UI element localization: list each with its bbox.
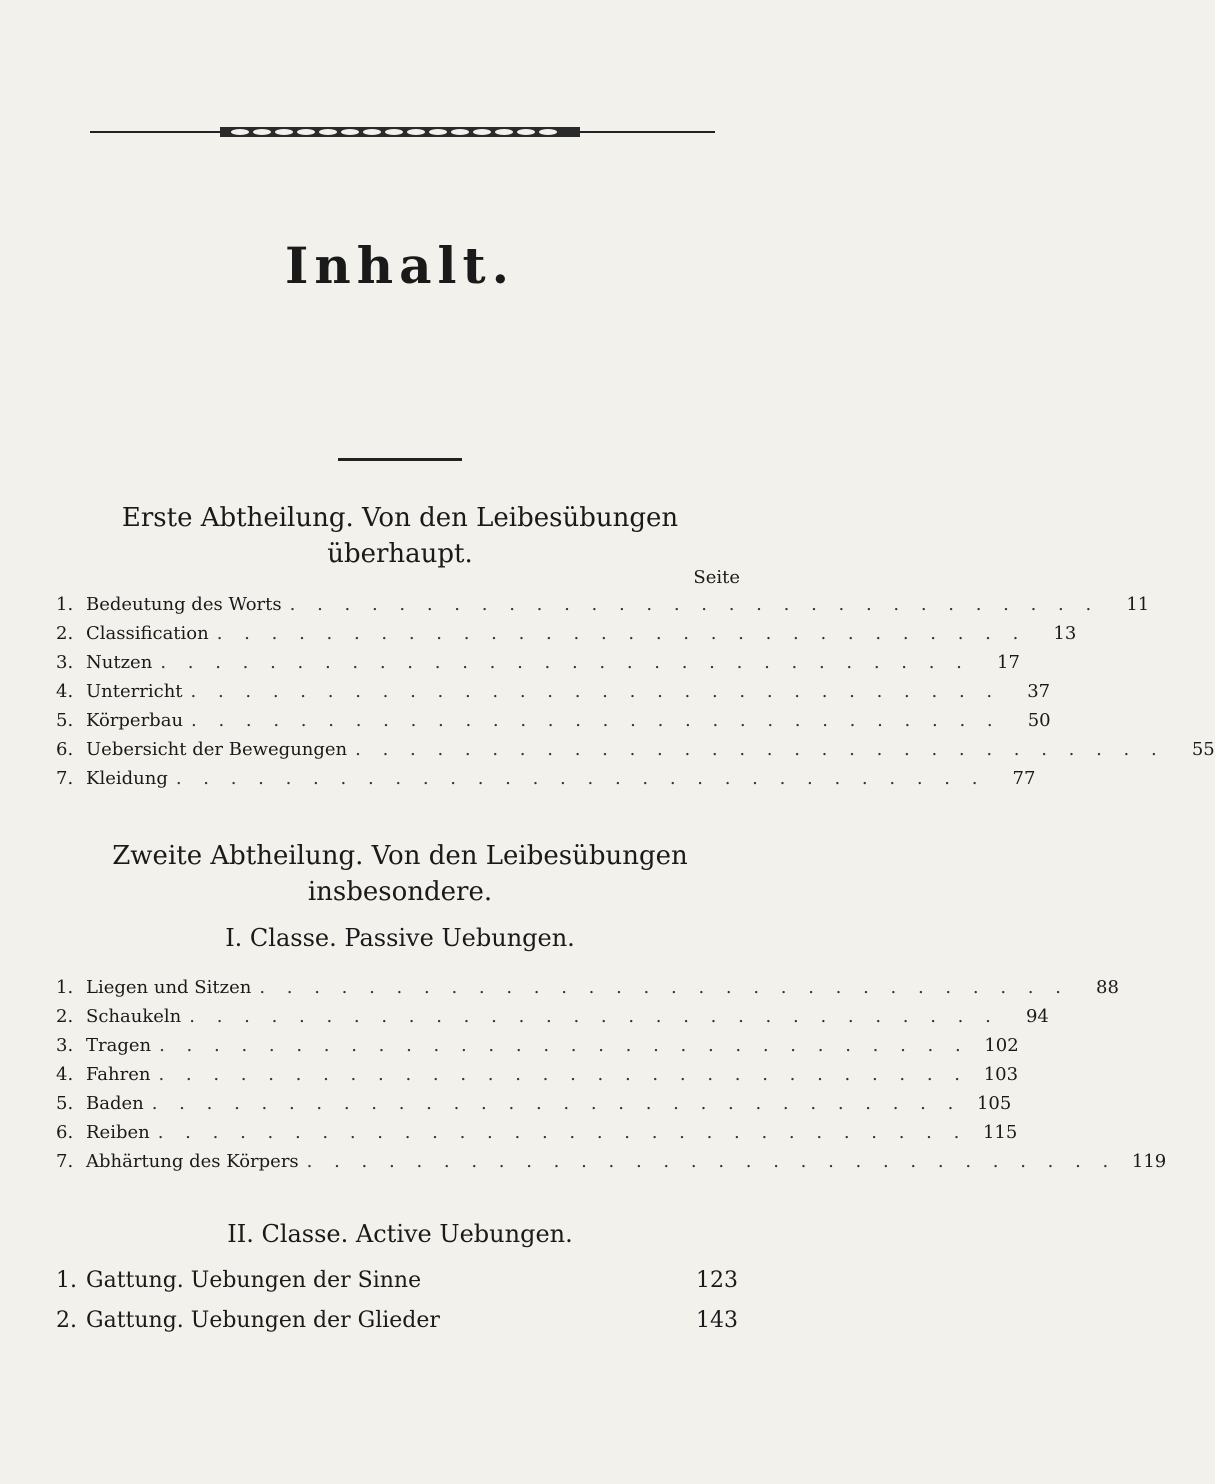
section1-heading xyxy=(0,500,800,572)
entry-number: 4. xyxy=(56,1064,74,1085)
entry-number: 1. xyxy=(56,1268,77,1293)
entry-page: 37 xyxy=(1027,681,1051,702)
entry-page: 11 xyxy=(1126,594,1150,615)
leader-dots: . . . . . . . . . . . . . . . . . . . . . . . . . . . . . . xyxy=(189,1006,999,1027)
leader-dots: . . . . . . . . . . . . . . . . . . . . . . . . . . . . . . xyxy=(159,1035,969,1056)
leader-dots: . . . . . . . . . . . . . . . . . . . . . . . . . . . . . . xyxy=(191,710,1001,731)
entry-number: 6. xyxy=(56,1122,74,1143)
entry-page: 94 xyxy=(1025,1006,1049,1027)
entry-page: 103 xyxy=(983,1064,1019,1085)
entry-number: 5. xyxy=(56,1093,74,1114)
entry-label: Gattung. Uebungen der Glieder xyxy=(86,1308,440,1333)
class2-entries xyxy=(56,1268,738,1348)
class2-heading: II. Classe. Active Uebungen. xyxy=(227,1220,573,1248)
entry-number: 5. xyxy=(56,710,74,731)
section1-heading-line1: Erste Abtheilung. Von den Leibesübungen xyxy=(121,503,679,533)
entry-page: 77 xyxy=(1012,768,1036,789)
page-title: Inhalt. xyxy=(285,236,515,295)
section1-entries xyxy=(56,594,1215,797)
section2-heading-line1: Zweite Abtheilung. Von den Leibesübungen xyxy=(112,841,688,871)
entry-page: 119 xyxy=(1131,1151,1167,1172)
entry-label: Classification xyxy=(86,623,209,644)
leader-dots: . . . . . . . . . . . . . . . . . . . . . . . . . . . . . . xyxy=(151,1093,962,1114)
leader-dots: . . . . . . . . . . . . . . . . . . . . . . . . . . . . . . xyxy=(216,623,1027,644)
entry-label: Reiben xyxy=(86,1122,150,1143)
entry-number: 3. xyxy=(56,1035,74,1056)
entry-number: 1. xyxy=(56,977,74,998)
toc-entry xyxy=(56,977,1119,1006)
toc-entry xyxy=(56,768,1036,797)
entry-page: 50 xyxy=(1027,710,1051,731)
entry-number: 3. xyxy=(56,652,74,673)
entry-label: Schaukeln xyxy=(86,1006,182,1027)
toc-entry xyxy=(56,681,1051,710)
entry-label: Baden xyxy=(86,1093,144,1114)
entry-label: Unterricht xyxy=(86,681,183,702)
toc-entry xyxy=(56,1268,738,1308)
toc-entry xyxy=(56,594,1150,623)
entry-page: 13 xyxy=(1053,623,1077,644)
entry-label: Kleidung xyxy=(86,768,168,789)
toc-entry xyxy=(56,1093,1012,1122)
entry-number: 2. xyxy=(56,1308,77,1333)
title-rule xyxy=(338,458,462,461)
entry-label: Abhärtung des Körpers xyxy=(86,1151,299,1172)
seite-label: Seite xyxy=(693,567,740,588)
entry-label: Bedeutung des Worts xyxy=(86,594,282,615)
toc-entry xyxy=(56,1151,1167,1180)
toc-entry xyxy=(56,710,1051,739)
toc-entry xyxy=(56,623,1077,652)
ornamental-rule xyxy=(90,122,715,142)
entry-number: 6. xyxy=(56,739,74,760)
entry-label: Fahren xyxy=(86,1064,151,1085)
section1-heading-line2: überhaupt. xyxy=(327,539,473,569)
toc-entry xyxy=(56,739,1215,768)
entry-number: 1. xyxy=(56,594,74,615)
entry-page: 115 xyxy=(982,1122,1018,1143)
toc-entry xyxy=(56,1064,1019,1093)
entry-page: 123 xyxy=(696,1268,738,1293)
entry-label: Nutzen xyxy=(86,652,153,673)
leader-dots: . . . . . . . . . . . . . . . . . . . . . . . . . . . . . . xyxy=(190,681,1001,702)
entry-label: Körperbau xyxy=(86,710,184,731)
entry-page: 105 xyxy=(976,1093,1012,1114)
leader-dots: . . . . . . . . . . . . . . . . . . . . . . . . . . . . . . xyxy=(355,739,1165,760)
leader-dots: . . . . . . . . . . . . . . . . . . . . . . . . . . . . . . xyxy=(289,594,1100,615)
leader-dots: . . . . . . . . . . . . . . . . . . . . . . . . . . . . . . xyxy=(306,1151,1117,1172)
toc-entry xyxy=(56,1006,1049,1035)
toc-entry xyxy=(56,1122,1018,1151)
entry-number: 2. xyxy=(56,623,74,644)
toc-entry xyxy=(56,1308,738,1348)
entry-page: 143 xyxy=(696,1308,738,1333)
entry-number: 7. xyxy=(56,1151,74,1172)
entry-number: 7. xyxy=(56,768,74,789)
entry-page: 102 xyxy=(984,1035,1019,1056)
leader-dots: . . . . . . . . . . . . . . . . . . . . . . . . . . . . . . xyxy=(259,977,1069,998)
class1-entries xyxy=(56,977,1167,1180)
leader-dots: . . . . . . . . . . . . . . . . . . . . . . . . . . . . . . xyxy=(158,1064,969,1085)
entry-label: Gattung. Uebungen der Sinne xyxy=(86,1268,422,1293)
leader-dots: . . . . . . . . . . . . . . . . . . . . . . . . . . . . . . xyxy=(157,1122,968,1143)
section2-heading-line2: insbesondere. xyxy=(307,877,493,907)
toc-entry xyxy=(56,652,1020,681)
section2-heading xyxy=(0,838,800,910)
leader-dots: . . . . . . . . . . . . . . . . . . . . . . . . . . . . . . xyxy=(175,768,986,789)
class1-heading: I. Classe. Passive Uebungen. xyxy=(225,924,575,952)
leader-dots: . . . . . . . . . . . . . . . . . . . . . . . . . . . . . . xyxy=(160,652,970,673)
entry-number: 2. xyxy=(56,1006,74,1027)
entry-page: 88 xyxy=(1096,977,1119,998)
entry-number: 4. xyxy=(56,681,74,702)
entry-label: Liegen und Sitzen xyxy=(86,977,252,998)
entry-label: Tragen xyxy=(86,1035,152,1056)
entry-label: Uebersicht der Bewegungen xyxy=(86,739,348,760)
entry-page: 55 xyxy=(1191,739,1215,760)
toc-entry xyxy=(56,1035,1019,1064)
entry-page: 17 xyxy=(997,652,1020,673)
